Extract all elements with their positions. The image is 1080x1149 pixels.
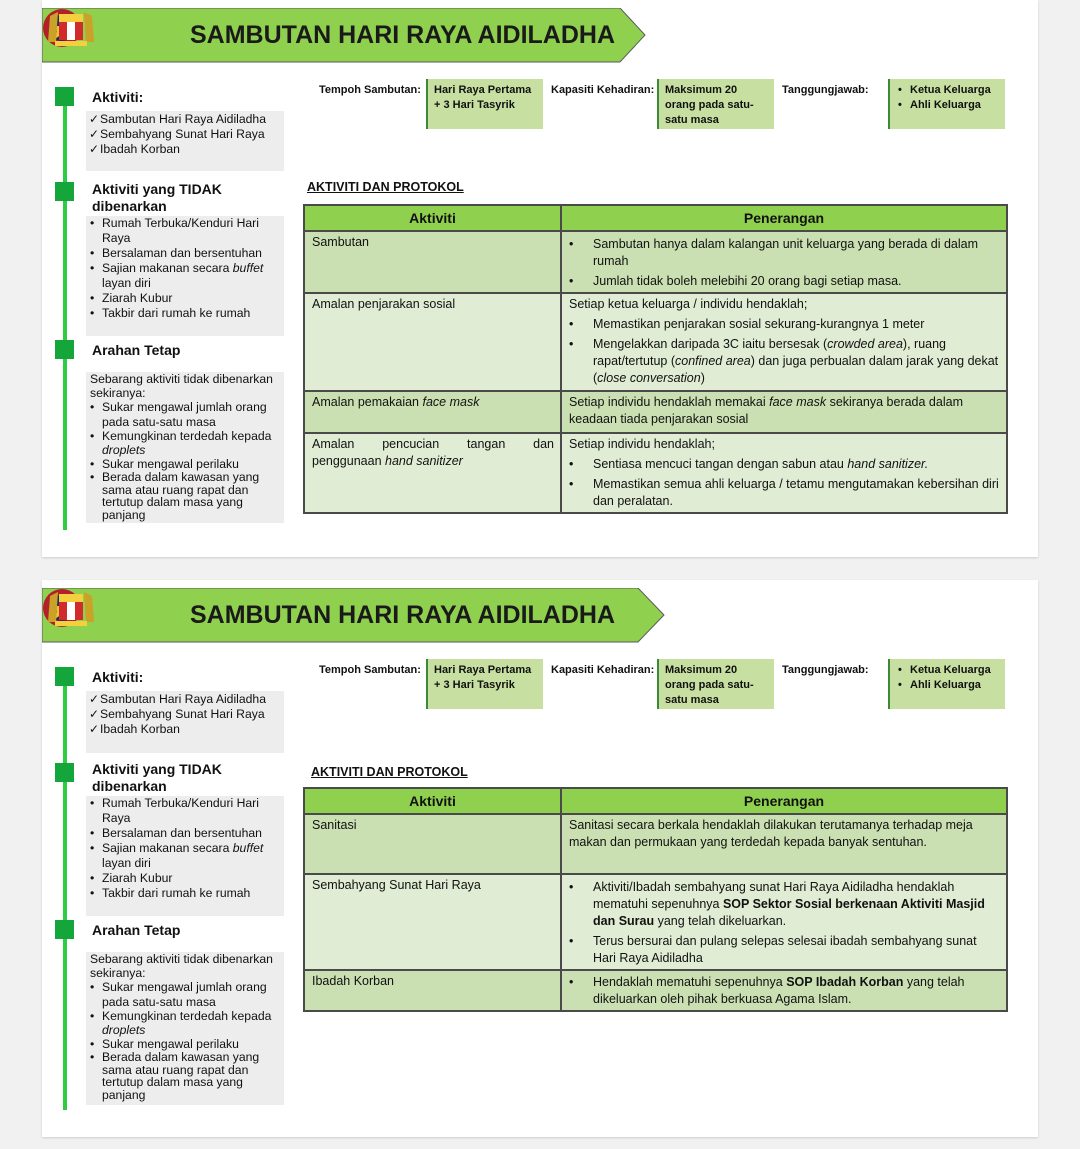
list-item: • Sukar mengawal perilaku [86,1037,284,1051]
title-banner [42,8,646,63]
row-name: Sambutan [304,231,561,293]
kapasiti-value: Maksimum 20 orang pada satu-satu masa [657,659,774,709]
title-banner [42,588,666,643]
aktiviti-box [86,691,284,753]
arahan-title: Arahan Tetap [92,922,181,938]
section-marker [55,920,74,939]
aktiviti-box [86,111,284,171]
tanggung-label: Tanggungjawab: [782,664,869,676]
table-heading: AKTIVITI DAN PROTOKOL [311,765,468,779]
section-marker [55,87,74,106]
table-row [304,433,1007,513]
col-header: Penerangan [561,205,1007,231]
arahan-intro: Sebarang aktiviti tidak dibenarkan sekiranya: [90,372,273,401]
page-1 [42,0,1038,557]
tidak-box [86,796,284,916]
list-item: • Memastikan semua ahli keluarga / tetamu mengutamakan kebersihan diri dan peralatan. [569,476,1000,510]
list-item: ✓ Sembahyang Sunat Hari Raya [86,127,284,142]
tidak-title: Aktiviti yang TIDAK dibenarkan [92,761,222,794]
row-name: Ibadah Korban [304,970,561,1011]
aktiviti-title: Aktiviti: [92,89,144,105]
list-item: • Ziarah Kubur [86,291,284,306]
page-title: SAMBUTAN HARI RAYA AIDILADHA [190,21,616,49]
row-name: Sanitasi [304,814,561,874]
protocol-table [303,204,1008,514]
table-row [304,970,1007,1011]
page-title: SAMBUTAN HARI RAYA AIDILADHA [190,601,616,629]
list-item: • Rumah Terbuka/Kenduri Hari Raya [86,796,284,826]
row-name: Amalan pencucian tangan dan penggunaan hand sanitizer [304,433,561,513]
tanggung-box [888,79,1005,129]
tanggung-label: Tanggungjawab: [782,84,869,96]
list-item: • Sambutan hanya dalam kalangan unit keluarga yang berada di dalam rumah [569,236,1000,270]
tidak-box [86,216,284,336]
tanggung-box [888,659,1005,709]
arahan-title: Arahan Tetap [92,342,181,358]
list-item: • Kemungkinan terdedah kepada droplets [86,429,284,457]
arahan-intro: Sebarang aktiviti tidak dibenarkan sekiranya: [90,952,273,981]
list-item: • Jumlah tidak boleh melebihi 20 orang bagi setiap masa. [569,273,1000,290]
kapasiti-label: Kapasiti Kehadiran: [551,84,655,96]
row-name: Amalan penjarakan sosial [304,293,561,391]
row-name: Sembahyang Sunat Hari Raya [304,874,561,970]
list-item: • Takbir dari rumah ke rumah [86,886,284,901]
list-item: • Aktiviti/Ibadah sembahyang sunat Hari Raya Aidiladha hendaklah mematuhi sepenuhnya SOP Sektor Sosial berkenaan Aktiviti Masjid dan Surau yang telah dikeluarkan. [569,879,1000,930]
table-row [304,874,1007,970]
tidak-title: Aktiviti yang TIDAK dibenarkan [92,181,222,214]
col-header: Aktiviti [304,205,561,231]
list-item: • Rumah Terbuka/Kenduri Hari Raya [86,216,284,246]
list-item: • Hendaklah mematuhi sepenuhnya SOP Ibadah Korban yang telah dikeluarkan oleh pihak berkuasa Agama Islam. [569,974,1000,1008]
aktiviti-title: Aktiviti: [92,669,144,685]
list-item: • Kemungkinan terdedah kepada droplets [86,1009,284,1037]
col-header: Penerangan [561,788,1007,814]
list-item: • Mengelakkan daripada 3C iaitu bersesak (crowded area), ruang rapat/tertutup (confined area) dan juga perbualan dalam jarak yang dekat (close conversation) [569,336,1000,387]
table-row [304,231,1007,293]
list-item: • Bersalaman dan bersentuhan [86,246,284,261]
list-item: • Sukar mengawal jumlah orang pada satu-satu masa [86,400,284,428]
row-desc [561,874,1007,970]
row-desc [561,231,1007,293]
list-item: ✓ Ibadah Korban [86,142,284,157]
table-heading: AKTIVITI DAN PROTOKOL [307,180,464,194]
section-marker [55,667,74,686]
row-desc: Sanitasi secara berkala hendaklah dilakukan terutamanya terhadap meja makan dan permukaan yang terdedah kepada banyak sentuhan. [561,814,1007,874]
list-item: • Ahli Keluarga [896,98,999,113]
table-row [304,814,1007,874]
list-item: ✓ Sambutan Hari Raya Aidiladha [86,112,284,127]
tempoh-label: Tempoh Sambutan: [319,664,421,676]
list-item: • Ziarah Kubur [86,871,284,886]
page-2 [42,580,1038,1137]
table-row [304,391,1007,433]
coat-of-arms-icon [42,588,100,628]
arahan-box [86,952,284,1105]
section-marker [55,182,74,201]
list-item: • Ketua Keluarga [896,83,999,98]
list-item: • Terus bersurai dan pulang selepas selesai ibadah sembahyang sunat Hari Raya Aidiladha [569,933,1000,967]
list-item: • Ahli Keluarga [896,678,999,693]
section-marker [55,340,74,359]
col-header: Aktiviti [304,788,561,814]
sidebar-line [63,100,67,530]
sidebar-line [63,680,67,1110]
tempoh-value: Hari Raya Pertama + 3 Hari Tasyrik [426,659,543,709]
row-desc [561,970,1007,1011]
kapasiti-value: Maksimum 20 orang pada satu-satu masa [657,79,774,129]
row-name: Amalan pemakaian face mask [304,391,561,433]
table-row [304,293,1007,391]
list-item: • Ketua Keluarga [896,663,999,678]
tempoh-value: Hari Raya Pertama + 3 Hari Tasyrik [426,79,543,129]
kapasiti-label: Kapasiti Kehadiran: [551,664,655,676]
list-item: • Sajian makanan secara buffet layan diri [86,261,284,291]
list-item: • Bersalaman dan bersentuhan [86,826,284,841]
list-item: • Sajian makanan secara buffet layan diri [86,841,284,871]
list-item: • Sukar mengawal jumlah orang pada satu-satu masa [86,980,284,1008]
list-item: • Sukar mengawal perilaku [86,457,284,471]
row-desc: Setiap individu hendaklah; • Sentiasa mencuci tangan dengan sabun atau hand sanitizer. • Memastikan semua ahli keluarga / tetamu mengutamakan kebersihan diri dan peralatan. [561,433,1007,513]
list-item: • Takbir dari rumah ke rumah [86,306,284,321]
row-desc: Setiap ketua keluarga / individu hendaklah; • Memastikan penjarakan sosial sekurang-kurangnya 1 meter • Mengelakkan daripada 3C iaitu bersesak (crowded area), ruang rapat/tertutup (confined area) dan juga perbualan dalam jarak yang dekat (close conversation) [561,293,1007,391]
arahan-box [86,372,284,523]
list-item: • Memastikan penjarakan sosial sekurang-kurangnya 1 meter [569,316,1000,333]
tempoh-label: Tempoh Sambutan: [319,84,421,96]
section-marker [55,763,74,782]
list-item: • Berada dalam kawasan yang sama atau ruang rapat dan tertutup dalam masa yang panjang [86,471,284,521]
list-item: • Sentiasa mencuci tangan dengan sabun atau hand sanitizer. [569,456,1000,473]
list-item: ✓ Sembahyang Sunat Hari Raya [86,707,284,722]
protocol-table [303,787,1008,1012]
list-item: • Berada dalam kawasan yang sama atau ruang rapat dan tertutup dalam masa yang panjang [86,1051,284,1101]
list-item: ✓ Ibadah Korban [86,722,284,737]
list-item: ✓ Sambutan Hari Raya Aidiladha [86,692,284,707]
coat-of-arms-icon [42,8,100,48]
row-desc: Setiap individu hendaklah memakai face mask sekiranya berada dalam keadaan tiada penjarakan sosial [561,391,1007,433]
